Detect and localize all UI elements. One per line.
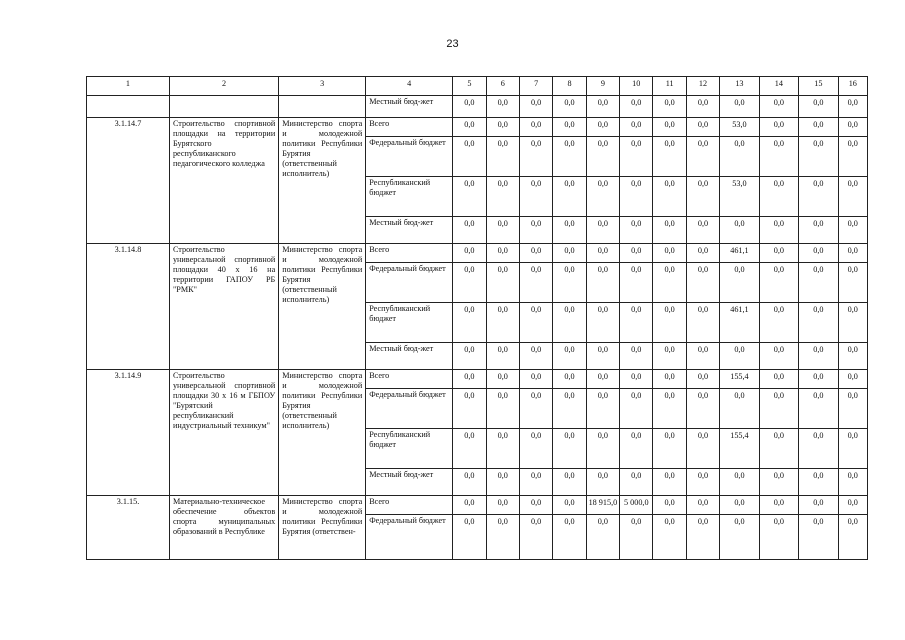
amount-cell: 0,0 bbox=[686, 469, 719, 496]
amount-cell: 0,0 bbox=[620, 217, 653, 244]
amount-cell: 0,0 bbox=[686, 96, 719, 118]
amount-cell: 0,0 bbox=[453, 244, 486, 263]
amount-cell: 0,0 bbox=[586, 263, 619, 303]
amount-cell: 0,0 bbox=[759, 370, 798, 389]
amount-cell: 0,0 bbox=[620, 96, 653, 118]
amount-cell: 0,0 bbox=[620, 515, 653, 560]
amount-cell: 0,0 bbox=[799, 389, 838, 429]
amount-cell: 0,0 bbox=[653, 303, 686, 343]
amount-cell: 0,0 bbox=[838, 469, 867, 496]
amount-cell: 0,0 bbox=[799, 217, 838, 244]
amount-cell: 0,0 bbox=[620, 118, 653, 137]
amount-cell: 0,0 bbox=[759, 96, 798, 118]
amount-cell: 0,0 bbox=[653, 217, 686, 244]
item-name: Материально-техническое обеспечение объектов спорта муниципальных образований в Республике bbox=[169, 496, 278, 560]
amount-cell: 0,0 bbox=[799, 343, 838, 370]
amount-cell: 0,0 bbox=[838, 303, 867, 343]
amount-cell: 0,0 bbox=[838, 370, 867, 389]
item-name: Строительство спортивной площадки на территории Бурятского республиканского педагогического колледжа bbox=[169, 118, 278, 244]
amount-cell: 0,0 bbox=[653, 389, 686, 429]
amount-cell: 0,0 bbox=[453, 370, 486, 389]
amount-cell: 0,0 bbox=[486, 370, 519, 389]
column-number: 2 bbox=[169, 77, 278, 96]
amount-cell: 0,0 bbox=[453, 137, 486, 177]
amount-cell: 0,0 bbox=[799, 118, 838, 137]
funding-source: Всего bbox=[366, 370, 453, 389]
amount-cell: 0,0 bbox=[553, 515, 586, 560]
funding-source: Всего bbox=[366, 118, 453, 137]
amount-cell: 0,0 bbox=[519, 177, 552, 217]
amount-cell: 0,0 bbox=[759, 263, 798, 303]
amount-cell: 0,0 bbox=[453, 496, 486, 515]
amount-cell: 0,0 bbox=[759, 244, 798, 263]
amount-cell: 0,0 bbox=[720, 496, 759, 515]
amount-cell: 0,0 bbox=[838, 429, 867, 469]
item-name: Строительство универсальной спортивной площадки 30 х 16 м ГБПОУ "Бурятский республиканский индустриальный техникум" bbox=[169, 370, 278, 496]
amount-cell: 0,0 bbox=[453, 469, 486, 496]
amount-cell: 0,0 bbox=[620, 469, 653, 496]
funding-source: Федеральный бюджет bbox=[366, 515, 453, 560]
column-number: 7 bbox=[519, 77, 552, 96]
amount-cell: 0,0 bbox=[653, 515, 686, 560]
amount-cell: 0,0 bbox=[620, 244, 653, 263]
amount-cell: 0,0 bbox=[759, 177, 798, 217]
funding-source: Всего bbox=[366, 244, 453, 263]
amount-cell: 0,0 bbox=[586, 469, 619, 496]
amount-cell: 0,0 bbox=[653, 177, 686, 217]
amount-cell: 0,0 bbox=[686, 217, 719, 244]
item-code: 3.1.15. bbox=[87, 496, 170, 560]
amount-cell: 0,0 bbox=[799, 96, 838, 118]
amount-cell: 0,0 bbox=[799, 137, 838, 177]
column-number: 15 bbox=[799, 77, 838, 96]
amount-cell: 0,0 bbox=[620, 343, 653, 370]
column-number: 8 bbox=[553, 77, 586, 96]
amount-cell: 0,0 bbox=[519, 96, 552, 118]
amount-cell: 0,0 bbox=[653, 343, 686, 370]
amount-cell: 0,0 bbox=[486, 137, 519, 177]
amount-cell: 0,0 bbox=[686, 244, 719, 263]
amount-cell: 0,0 bbox=[486, 343, 519, 370]
item-code bbox=[87, 96, 170, 118]
item-executor: Министерство спорта и молодежной политики Республики Бурятия (ответственный исполнитель) bbox=[279, 370, 366, 496]
funding-source: Республиканский бюджет bbox=[366, 177, 453, 217]
amount-cell: 0,0 bbox=[519, 217, 552, 244]
amount-cell: 0,0 bbox=[720, 389, 759, 429]
amount-cell: 0,0 bbox=[799, 469, 838, 496]
funding-source: Республиканский бюджет bbox=[366, 429, 453, 469]
amount-cell: 0,0 bbox=[519, 303, 552, 343]
amount-cell: 0,0 bbox=[720, 217, 759, 244]
amount-cell: 0,0 bbox=[838, 177, 867, 217]
amount-cell: 0,0 bbox=[453, 429, 486, 469]
amount-cell: 0,0 bbox=[653, 244, 686, 263]
funding-source: Республиканский бюджет bbox=[366, 303, 453, 343]
amount-cell: 5 000,0 bbox=[620, 496, 653, 515]
amount-cell: 0,0 bbox=[486, 303, 519, 343]
amount-cell: 0,0 bbox=[799, 177, 838, 217]
amount-cell: 0,0 bbox=[553, 496, 586, 515]
amount-cell: 0,0 bbox=[653, 429, 686, 469]
amount-cell: 0,0 bbox=[553, 303, 586, 343]
table-row bbox=[87, 496, 868, 515]
amount-cell: 0,0 bbox=[586, 343, 619, 370]
amount-cell: 0,0 bbox=[799, 370, 838, 389]
amount-cell: 0,0 bbox=[486, 217, 519, 244]
item-code: 3.1.14.8 bbox=[87, 244, 170, 370]
amount-cell: 0,0 bbox=[486, 496, 519, 515]
amount-cell: 0,0 bbox=[453, 343, 486, 370]
amount-cell: 0,0 bbox=[686, 137, 719, 177]
funding-source: Всего bbox=[366, 496, 453, 515]
amount-cell: 0,0 bbox=[686, 343, 719, 370]
amount-cell: 0,0 bbox=[838, 496, 867, 515]
amount-cell: 0,0 bbox=[586, 137, 619, 177]
amount-cell: 0,0 bbox=[759, 137, 798, 177]
funding-source: Местный бюд-жет bbox=[366, 469, 453, 496]
amount-cell: 0,0 bbox=[620, 389, 653, 429]
amount-cell: 0,0 bbox=[453, 515, 486, 560]
amount-cell: 0,0 bbox=[799, 303, 838, 343]
amount-cell: 0,0 bbox=[553, 118, 586, 137]
amount-cell: 0,0 bbox=[553, 177, 586, 217]
amount-cell: 0,0 bbox=[486, 389, 519, 429]
amount-cell: 0,0 bbox=[519, 469, 552, 496]
amount-cell: 0,0 bbox=[553, 429, 586, 469]
amount-cell: 0,0 bbox=[453, 303, 486, 343]
amount-cell: 0,0 bbox=[653, 263, 686, 303]
amount-cell: 0,0 bbox=[519, 244, 552, 263]
amount-cell: 0,0 bbox=[759, 389, 798, 429]
amount-cell: 0,0 bbox=[799, 515, 838, 560]
amount-cell: 0,0 bbox=[553, 217, 586, 244]
amount-cell: 0,0 bbox=[519, 137, 552, 177]
amount-cell: 0,0 bbox=[453, 177, 486, 217]
amount-cell: 0,0 bbox=[799, 244, 838, 263]
column-number: 11 bbox=[653, 77, 686, 96]
funding-source: Местный бюд-жет bbox=[366, 96, 453, 118]
funding-source: Федеральный бюджет bbox=[366, 263, 453, 303]
amount-cell: 0,0 bbox=[519, 515, 552, 560]
column-number: 1 bbox=[87, 77, 170, 96]
amount-cell: 0,0 bbox=[586, 429, 619, 469]
column-number: 4 bbox=[366, 77, 453, 96]
amount-cell: 53,0 bbox=[720, 118, 759, 137]
amount-cell: 0,0 bbox=[553, 137, 586, 177]
amount-cell: 0,0 bbox=[838, 118, 867, 137]
amount-cell: 0,0 bbox=[759, 303, 798, 343]
amount-cell: 0,0 bbox=[653, 96, 686, 118]
amount-cell: 0,0 bbox=[586, 177, 619, 217]
amount-cell: 0,0 bbox=[759, 217, 798, 244]
amount-cell: 155,4 bbox=[720, 370, 759, 389]
budget-table bbox=[86, 76, 868, 560]
funding-source: Федеральный бюджет bbox=[366, 137, 453, 177]
amount-cell: 0,0 bbox=[653, 118, 686, 137]
item-name bbox=[169, 96, 278, 118]
amount-cell: 0,0 bbox=[586, 370, 619, 389]
funding-source: Местный бюд-жет bbox=[366, 217, 453, 244]
amount-cell: 18 915,0 bbox=[586, 496, 619, 515]
amount-cell: 0,0 bbox=[519, 389, 552, 429]
amount-cell: 0,0 bbox=[486, 244, 519, 263]
amount-cell: 0,0 bbox=[799, 263, 838, 303]
amount-cell: 0,0 bbox=[553, 343, 586, 370]
amount-cell: 0,0 bbox=[759, 496, 798, 515]
amount-cell: 0,0 bbox=[519, 343, 552, 370]
amount-cell: 0,0 bbox=[759, 343, 798, 370]
column-number: 3 bbox=[279, 77, 366, 96]
amount-cell: 461,1 bbox=[720, 244, 759, 263]
funding-source: Федеральный бюджет bbox=[366, 389, 453, 429]
column-number: 6 bbox=[486, 77, 519, 96]
amount-cell: 0,0 bbox=[720, 469, 759, 496]
amount-cell: 0,0 bbox=[620, 263, 653, 303]
amount-cell: 0,0 bbox=[486, 118, 519, 137]
amount-cell: 0,0 bbox=[453, 217, 486, 244]
amount-cell: 0,0 bbox=[586, 244, 619, 263]
table-header-row bbox=[87, 77, 868, 96]
table-row bbox=[87, 118, 868, 137]
amount-cell: 0,0 bbox=[759, 515, 798, 560]
amount-cell: 0,0 bbox=[720, 343, 759, 370]
amount-cell: 0,0 bbox=[620, 177, 653, 217]
item-executor: Министерство спорта и молодежной политики Республики Бурятия (ответственный исполнитель) bbox=[279, 118, 366, 244]
amount-cell: 0,0 bbox=[653, 469, 686, 496]
item-name: Строительство универсальной спортивной площадки 40 х 16 на территории ГАПОУ РБ "РМК" bbox=[169, 244, 278, 370]
amount-cell: 0,0 bbox=[620, 137, 653, 177]
item-executor: Министерство спорта и молодежной политики Республики Бурятия (ответственный исполнитель) bbox=[279, 244, 366, 370]
column-number: 14 bbox=[759, 77, 798, 96]
amount-cell: 0,0 bbox=[553, 96, 586, 118]
amount-cell: 0,0 bbox=[586, 217, 619, 244]
amount-cell: 0,0 bbox=[553, 389, 586, 429]
amount-cell: 461,1 bbox=[720, 303, 759, 343]
amount-cell: 0,0 bbox=[519, 263, 552, 303]
amount-cell: 0,0 bbox=[553, 263, 586, 303]
amount-cell: 0,0 bbox=[838, 263, 867, 303]
amount-cell: 0,0 bbox=[653, 370, 686, 389]
table-row bbox=[87, 96, 868, 118]
column-number: 5 bbox=[453, 77, 486, 96]
amount-cell: 0,0 bbox=[686, 429, 719, 469]
amount-cell: 0,0 bbox=[586, 96, 619, 118]
amount-cell: 0,0 bbox=[586, 303, 619, 343]
amount-cell: 0,0 bbox=[720, 515, 759, 560]
amount-cell: 0,0 bbox=[620, 429, 653, 469]
amount-cell: 0,0 bbox=[519, 370, 552, 389]
amount-cell: 0,0 bbox=[759, 429, 798, 469]
page-number: 23 bbox=[446, 38, 459, 50]
funding-source: Местный бюд-жет bbox=[366, 343, 453, 370]
column-number: 10 bbox=[620, 77, 653, 96]
amount-cell: 0,0 bbox=[653, 137, 686, 177]
amount-cell: 0,0 bbox=[653, 496, 686, 515]
amount-cell: 0,0 bbox=[686, 263, 719, 303]
amount-cell: 0,0 bbox=[720, 263, 759, 303]
amount-cell: 0,0 bbox=[686, 177, 719, 217]
amount-cell: 0,0 bbox=[486, 263, 519, 303]
amount-cell: 0,0 bbox=[519, 118, 552, 137]
amount-cell: 0,0 bbox=[759, 469, 798, 496]
column-number: 13 bbox=[720, 77, 759, 96]
amount-cell: 0,0 bbox=[486, 515, 519, 560]
amount-cell: 0,0 bbox=[686, 389, 719, 429]
amount-cell: 0,0 bbox=[838, 96, 867, 118]
amount-cell: 0,0 bbox=[486, 177, 519, 217]
amount-cell: 155,4 bbox=[720, 429, 759, 469]
amount-cell: 0,0 bbox=[453, 118, 486, 137]
amount-cell: 0,0 bbox=[838, 217, 867, 244]
item-code: 3.1.14.7 bbox=[87, 118, 170, 244]
amount-cell: 0,0 bbox=[553, 244, 586, 263]
amount-cell: 0,0 bbox=[453, 263, 486, 303]
column-number: 12 bbox=[686, 77, 719, 96]
table-row bbox=[87, 244, 868, 263]
amount-cell: 0,0 bbox=[519, 429, 552, 469]
amount-cell: 0,0 bbox=[586, 118, 619, 137]
item-executor: Министерство спорта и молодежной политики Республики Бурятия (ответствен- bbox=[279, 496, 366, 560]
amount-cell: 0,0 bbox=[838, 137, 867, 177]
amount-cell: 0,0 bbox=[686, 496, 719, 515]
amount-cell: 0,0 bbox=[553, 370, 586, 389]
column-number: 16 bbox=[838, 77, 867, 96]
amount-cell: 0,0 bbox=[799, 429, 838, 469]
amount-cell: 0,0 bbox=[720, 137, 759, 177]
amount-cell: 0,0 bbox=[519, 496, 552, 515]
amount-cell: 0,0 bbox=[686, 515, 719, 560]
amount-cell: 0,0 bbox=[486, 96, 519, 118]
amount-cell: 0,0 bbox=[620, 370, 653, 389]
amount-cell: 0,0 bbox=[838, 343, 867, 370]
amount-cell: 0,0 bbox=[553, 469, 586, 496]
amount-cell: 0,0 bbox=[453, 96, 486, 118]
item-executor bbox=[279, 96, 366, 118]
amount-cell: 0,0 bbox=[486, 469, 519, 496]
amount-cell: 0,0 bbox=[720, 96, 759, 118]
amount-cell: 53,0 bbox=[720, 177, 759, 217]
item-code: 3.1.14.9 bbox=[87, 370, 170, 496]
amount-cell: 0,0 bbox=[453, 389, 486, 429]
amount-cell: 0,0 bbox=[838, 244, 867, 263]
amount-cell: 0,0 bbox=[686, 303, 719, 343]
amount-cell: 0,0 bbox=[838, 389, 867, 429]
column-number: 9 bbox=[586, 77, 619, 96]
amount-cell: 0,0 bbox=[586, 515, 619, 560]
amount-cell: 0,0 bbox=[586, 389, 619, 429]
amount-cell: 0,0 bbox=[759, 118, 798, 137]
amount-cell: 0,0 bbox=[686, 118, 719, 137]
amount-cell: 0,0 bbox=[620, 303, 653, 343]
amount-cell: 0,0 bbox=[838, 515, 867, 560]
amount-cell: 0,0 bbox=[799, 496, 838, 515]
amount-cell: 0,0 bbox=[686, 370, 719, 389]
amount-cell: 0,0 bbox=[486, 429, 519, 469]
table-row bbox=[87, 370, 868, 389]
